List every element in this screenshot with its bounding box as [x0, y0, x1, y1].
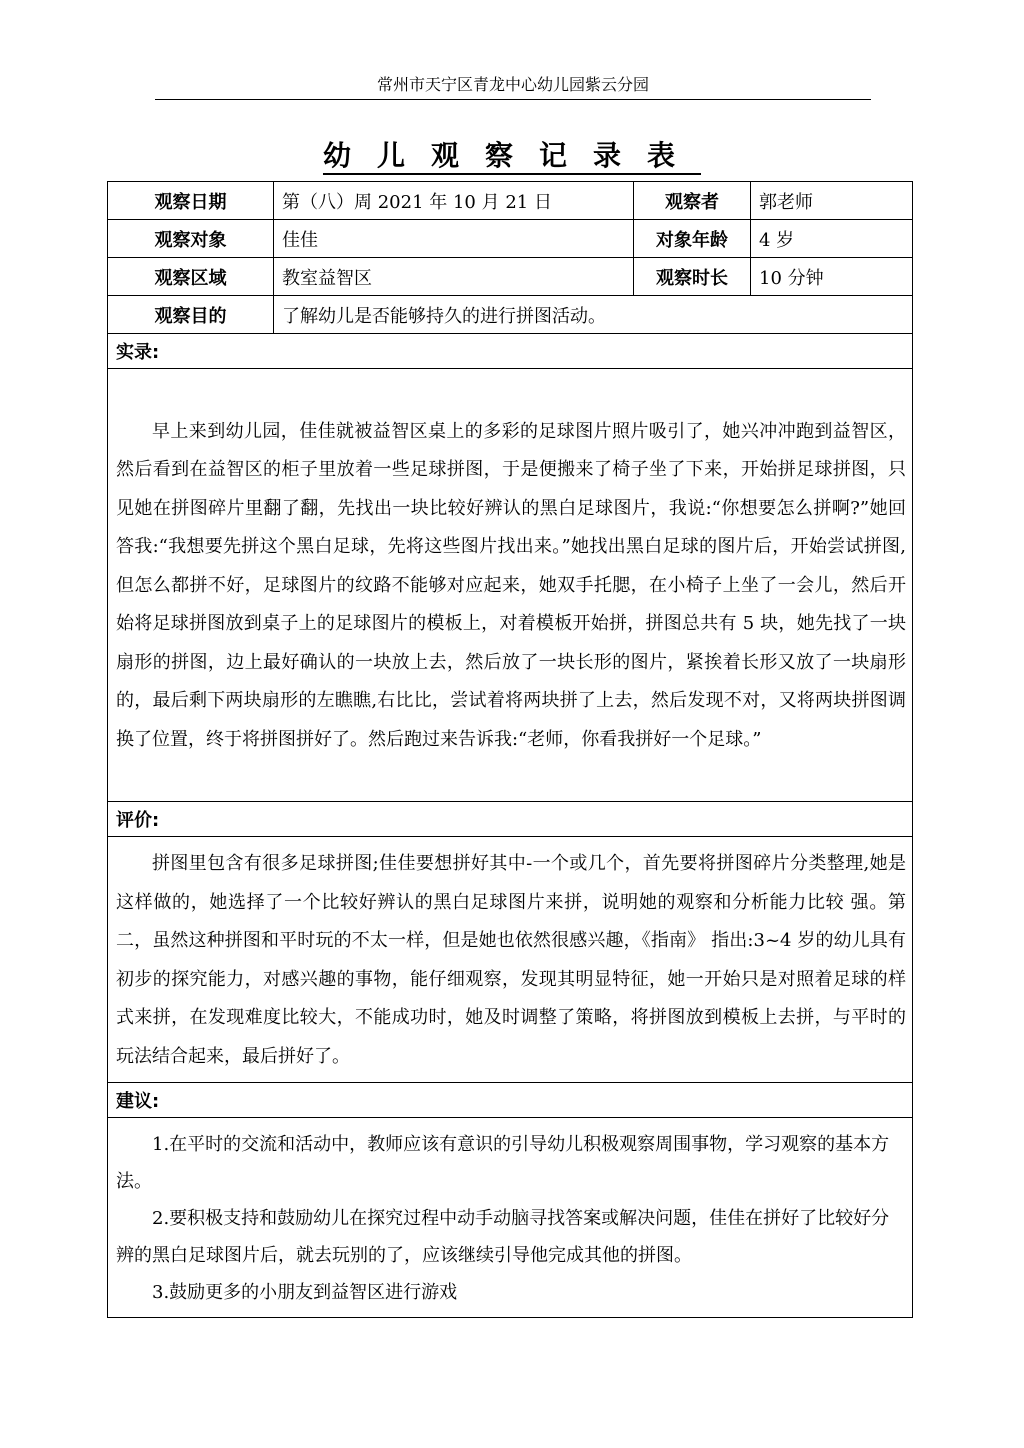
date-value: 第（八）周 2021 年 10 月 21 日	[274, 182, 634, 220]
page-title: 幼儿观察记录表	[322, 139, 701, 172]
observation-table	[107, 181, 913, 1318]
record-text: 早上来到幼儿园，佳佳就被益智区桌上的多彩的足球图片照片吸引了，她兴冲冲跑到益智区，然后看到在益智区的柜子里放着一些足球拼图，于是便搬来了椅子坐了下来，开始拼足球拼图，只见她在拼图碎片里翻了翻，先找出一块比较好辨认的黑白足球图片，我说:“你想要怎么拼啊?”她回答我:“我想要先拼这个黑白足球，先将这些图片找出来。”她找出黑白足球的图片后，开始尝试拼图,但怎么都拼不好，足球图片的纹路不能够对应起来，她双手托腮，在小椅子上坐了一会儿，然后开始将足球拼图放到桌子上的足球图片的模板上，对着模板开始拼，拼图总共有 5 块，她先找了一块扇形的拼图，边上最好确认的一块放上去，然后放了一块长形的图片，紧挨着长形又放了一块扇形的，最后剩下两块扇形的左瞧瞧,右比比，尝试着将两块拼了上去，然后发现不对，又将两块拼图调换了位置，终于将拼图拼好了。然后跑过来告诉我:“老师，你看我拼好一个足球。”	[116, 420, 906, 750]
suggestions-heading-row	[108, 1083, 913, 1118]
purpose-label: 观察目的	[108, 296, 274, 334]
subject-value: 佳佳	[274, 220, 634, 258]
row-subject	[108, 220, 913, 258]
suggestion-item-3: 3.鼓励更多的小朋友到益智区进行游戏	[152, 1282, 458, 1303]
evaluation-body-row	[108, 837, 913, 1083]
suggestion-item-2: 2.要积极支持和鼓励幼儿在探究过程中动手动脑寻找答案或解决问题，佳佳在拼好了比较好分辨的黑白足球图片后，就去玩别的了，应该继续引导他完成其他的拼图。	[116, 1208, 890, 1266]
row-purpose	[108, 296, 913, 334]
school-header: 常州市天宁区青龙中心幼儿园紫云分园	[155, 72, 871, 100]
age-label: 对象年龄	[634, 220, 751, 258]
suggestions-heading: 建议:	[108, 1083, 913, 1118]
purpose-value: 了解幼儿是否能够持久的进行拼图活动。	[274, 296, 913, 334]
suggestions-cell	[108, 1118, 913, 1318]
area-label: 观察区域	[108, 258, 274, 296]
evaluation-cell	[108, 837, 913, 1083]
observer-label: 观察者	[634, 182, 751, 220]
subject-label: 观察对象	[108, 220, 274, 258]
row-date	[108, 182, 913, 220]
record-body-row	[108, 369, 913, 802]
row-area	[108, 258, 913, 296]
record-heading: 实录:	[108, 334, 913, 369]
record-cell	[108, 369, 913, 802]
evaluation-heading-row	[108, 802, 913, 837]
suggestions-body-row	[108, 1118, 913, 1318]
date-label: 观察日期	[108, 182, 274, 220]
observer-value: 郭老师	[751, 182, 913, 220]
suggestion-item-1: 1.在平时的交流和活动中，教师应该有意识的引导幼儿积极观察周围事物，学习观察的基本方法。	[116, 1134, 890, 1192]
duration-label: 观察时长	[634, 258, 751, 296]
duration-value: 10 分钟	[751, 258, 913, 296]
age-value: 4 岁	[751, 220, 913, 258]
record-heading-row	[108, 334, 913, 369]
evaluation-text: 拼图里包含有很多足球拼图;佳佳要想拼好其中-一个或几个，首先要将拼图碎片分类整理,她是这样做的，她选择了一个比较好辨认的黑白足球图片来拼，说明她的观察和分析能力比较 强。第二，虽然这种拼图和平时玩的不太一样，但是她也依然很感兴趣，《指南》 指出:3~4 岁的幼儿具有初步的探究能力，对感兴趣的事物，能仔细观察，发现其明显特征，她一开始只是对照着足球的样式来拼，在发现难度比较大，不能成功时，她及时调整了策略，将拼图放到模板上去拼，与平时的玩法结合起来，最后拼好了。	[116, 853, 906, 1067]
evaluation-heading: 评价:	[108, 802, 913, 837]
area-value: 教室益智区	[274, 258, 634, 296]
